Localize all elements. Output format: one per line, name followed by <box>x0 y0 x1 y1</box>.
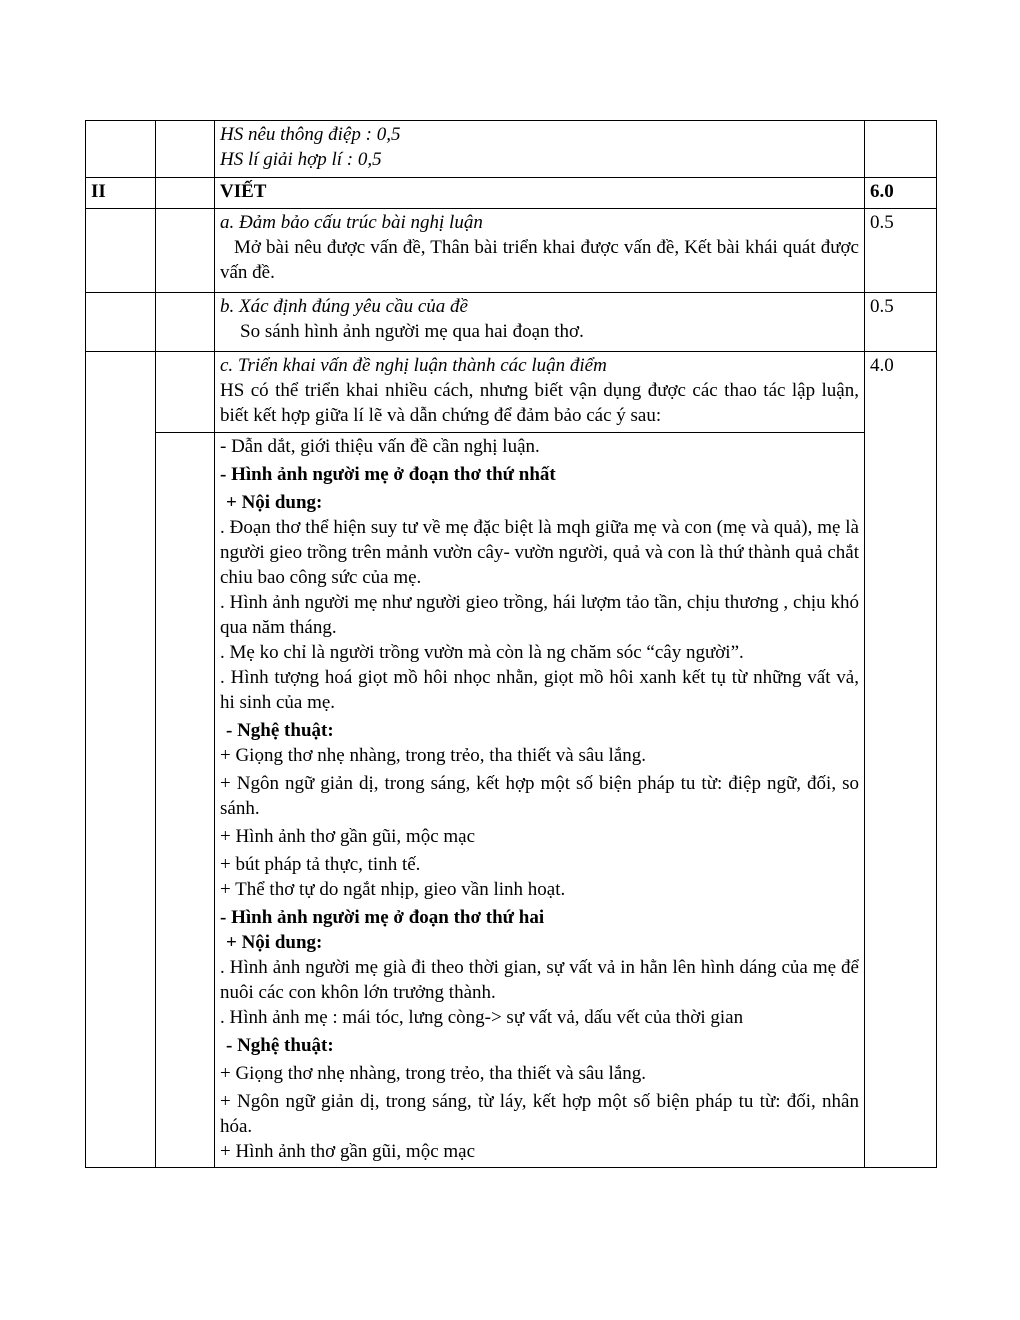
art-point: + Ngôn ngữ giản dị, trong sáng, kết hợp một số biện pháp tu từ: điệp ngữ, đối, so sánh. <box>220 773 859 819</box>
subheading: - Nghệ thuật: <box>226 1035 334 1056</box>
content-point: . Hình ảnh người mẹ như người gieo trồng, hái lượm tảo tần, chịu thương , chịu khó qua năm tháng. <box>220 592 859 638</box>
criterion-heading: b. Xác định đúng yêu cầu của đề <box>220 296 468 317</box>
art-point: + Hình ảnh thơ gần gũi, mộc mạc <box>220 826 476 847</box>
table-row <box>86 293 937 352</box>
content-point: . Hình ảnh người mẹ già đi theo thời gian, sự vất vả in hằn lên hình dáng của mẹ để nuôi các con khôn lớn trưởng thành. <box>220 957 859 1003</box>
section-title: VIẾT <box>215 178 865 209</box>
subheading: + Nội dung: <box>226 932 323 953</box>
section-score: 6.0 <box>865 178 937 209</box>
content-cell <box>215 352 865 433</box>
item-cell <box>156 121 215 178</box>
criterion-score: 0.5 <box>865 209 937 293</box>
criterion-score: 4.0 <box>865 352 937 1168</box>
item-cell <box>156 433 215 1168</box>
section-number: II <box>86 178 156 209</box>
art-point: + Thể thơ tự do ngắt nhịp, gieo vần linh hoạt. <box>220 879 566 900</box>
criterion-heading: c. Triển khai vấn đề nghị luận thành các luận điểm <box>220 355 607 376</box>
part-title: - Hình ảnh người mẹ ở đoạn thơ thứ nhất <box>220 464 556 485</box>
art-point: + Ngôn ngữ giản dị, trong sáng, từ láy, kết hợp một số biện pháp tu từ: đối, nhân hóa. <box>220 1091 859 1137</box>
art-point: + Hình ảnh thơ gần gũi, mộc mạc <box>220 1141 476 1162</box>
item-cell <box>156 352 215 433</box>
table-row <box>86 209 937 293</box>
subheading: + Nội dung: <box>226 492 323 513</box>
item-cell <box>156 293 215 352</box>
table-row <box>86 352 937 433</box>
score-cell <box>865 121 937 178</box>
criterion-body: HS có thể triển khai nhiều cách, nhưng biết vận dụng được các thao tác lập luận, biết kết hợp giữa lí lẽ và dẫn chứng để đảm bảo các ý sau: <box>220 380 859 426</box>
criterion-heading: a. Đảm bảo cấu trúc bài nghị luận <box>220 212 483 233</box>
content-cell <box>215 209 865 293</box>
content-cell <box>215 433 865 1168</box>
content-point: . Đoạn thơ thể hiện suy tư về mẹ đặc biệt là mqh giữa mẹ và con (mẹ và quả), mẹ là người gieo trồng trên mảnh vườn cây- vườn người, quả và con là thứ thành quả chắt chiu bao công sức của mẹ. <box>220 517 859 588</box>
section-cell <box>86 209 156 293</box>
content-cell <box>215 293 865 352</box>
art-point: + bút pháp tả thực, tinh tế. <box>220 854 421 875</box>
criterion-body: So sánh hình ảnh người mẹ qua hai đoạn thơ. <box>240 321 584 342</box>
table-row <box>86 178 937 209</box>
content-point: . Hình ảnh mẹ : mái tóc, lưng còng-> sự vất vả, dấu vết của thời gian <box>220 1007 744 1028</box>
part-title: - Hình ảnh người mẹ ở đoạn thơ thứ hai <box>220 907 545 928</box>
item-cell <box>156 209 215 293</box>
art-point: + Giọng thơ nhẹ nhàng, trong trẻo, tha thiết và sâu lắng. <box>220 1063 647 1084</box>
criterion-line: HS lí giải hợp lí : 0,5 <box>220 149 382 170</box>
section-cell <box>86 293 156 352</box>
scoring-rubric-table <box>85 120 937 1168</box>
intro-line: - Dẫn dắt, giới thiệu vấn đề cần nghị luận. <box>220 436 540 457</box>
content-cell <box>215 121 865 178</box>
criterion-score: 0.5 <box>865 293 937 352</box>
table-row <box>86 121 937 178</box>
content-point: . Hình tượng hoá giọt mồ hôi nhọc nhằn, giọt mồ hôi xanh kết tụ từ những vất vả, hi sinh của mẹ. <box>220 667 859 713</box>
section-cell <box>86 121 156 178</box>
subheading: - Nghệ thuật: <box>226 720 334 741</box>
table-row <box>86 433 937 1168</box>
criterion-body: Mở bài nêu được vấn đề, Thân bài triển khai được vấn đề, Kết bài khái quát được vấn đề. <box>220 237 859 283</box>
item-cell <box>156 178 215 209</box>
criterion-line: HS nêu thông điệp : 0,5 <box>220 124 401 145</box>
section-cell <box>86 352 156 1168</box>
content-point: . Mẹ ko chỉ là người trồng vườn mà còn là ng chăm sóc “cây người”. <box>220 642 744 663</box>
art-point: + Giọng thơ nhẹ nhàng, trong trẻo, tha thiết và sâu lắng. <box>220 745 647 766</box>
